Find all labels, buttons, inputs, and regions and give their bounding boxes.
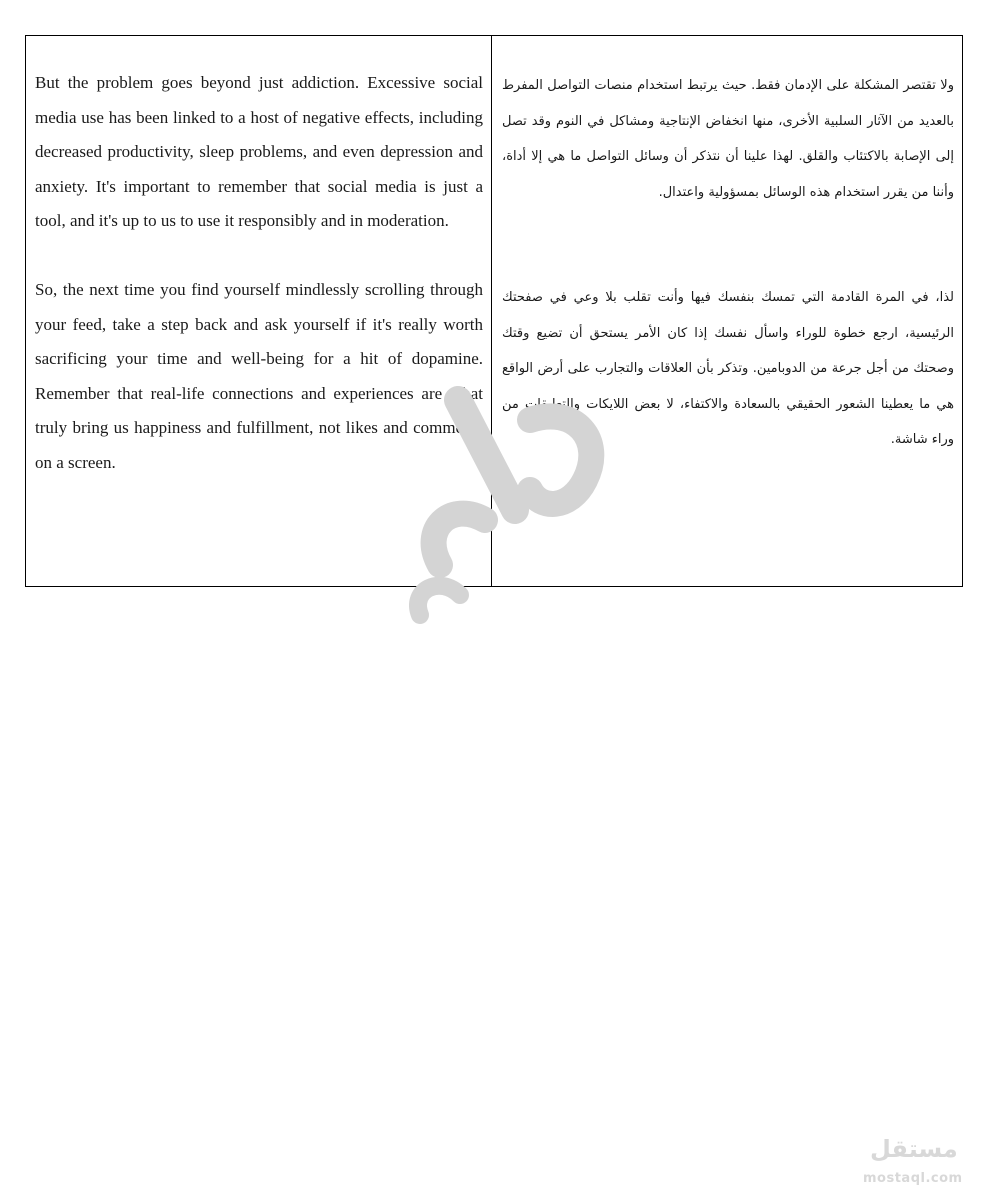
watermark-brand-arabic: مستقل [870,1135,958,1163]
english-paragraph-1: But the problem goes beyond just addiction. Excessive social media use has been linked to a host of negative effects, including decreased productivity, sleep problems, and even depression and anxiety. It's important to remember that social media is just a tool, and it's up to us to use it responsibly and in moderation. [35,73,483,231]
arabic-paragraph-2: لذا، في المرة القادمة التي تمسك بنفسك فيها وأنت تقلب بلا وعي في صفحتك الرئيسية، ارجع خطوة للوراء واسأل نفسك إذا كان الأمر يستحق أن تضيع وقتك وصحتك من أجل جرعة من الدوبامين. وتذكر بأن العلاقات والتجارب على أرض الواقع هي ما يعطينا الشعور الحقيقي بالسعادة والاكتفاء، لا بعض اللايكات والتعليقات من وراء شاشة. [502,290,954,447]
english-paragraph-2: So, the next time you find yourself mindlessly scrolling through your feed, take a step back and ask yourself if it's really worth sacrificing your time and well-being for a hit of dopamine. Remember that real-life connections and experiences are what truly bring us happiness and fulfillment, not likes and comments on a screen. [35,279,483,472]
english-column [26,36,492,586]
arabic-column [492,36,962,586]
translation-table [25,35,963,587]
arabic-paragraph-1: ولا تقتصر المشكلة على الإدمان فقط. حيث يرتبط استخدام منصات التواصل المفرط بالعديد من الآثار السلبية الأخرى، منها انخفاض الإنتاجية ومشاكل في النوم وقد تصل إلى الإصابة بالاكتئاب والقلق. لهذا علينا أن نتذكر أن وسائل التواصل ما هي إلا أداة، وأننا من يقرر استخدام هذه الوسائل بمسؤولية واعتدال. [502,78,954,200]
watermark-brand-latin: mostaql.com [863,1171,963,1186]
